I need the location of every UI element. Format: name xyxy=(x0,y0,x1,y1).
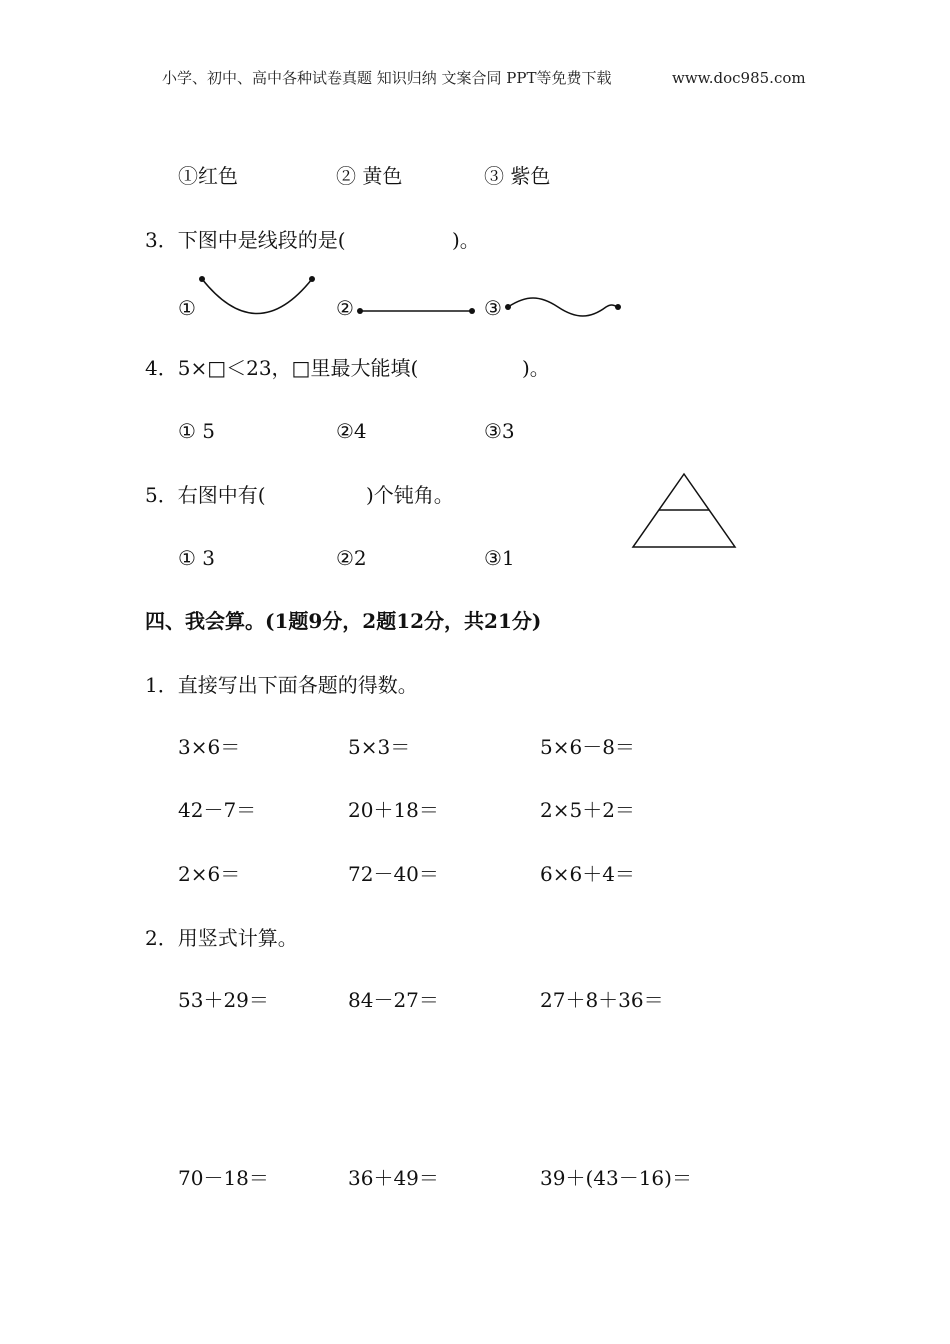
section-4-title: 四、我会算。(1题9分，2题12分，共21分) xyxy=(145,609,542,633)
vertical-calc-problem: 39＋(43－16)＝ xyxy=(540,1166,692,1190)
q5-option-1: ① 3 xyxy=(178,546,216,570)
q5-option-2: ②2 xyxy=(336,546,367,570)
vertical-calc-problem: 53＋29＝ xyxy=(178,988,269,1012)
vertical-calc-problem: 36＋49＝ xyxy=(348,1166,439,1190)
oral-problem: 6×6＋4＝ xyxy=(540,862,635,886)
vertical-calc-problem: 70－18＝ xyxy=(178,1166,269,1190)
q2-option-2: ② 黄色 xyxy=(336,164,403,188)
q3-option-3: ③ xyxy=(484,296,502,320)
header-text: 小学、初中、高中各种试卷真题 知识归纳 文案合同 PPT等免费下载 xyxy=(162,69,612,87)
arc-figure xyxy=(190,270,320,320)
oral-problem: 5×3＝ xyxy=(348,735,411,759)
oral-problem: 20＋18＝ xyxy=(348,798,439,822)
oral-problem: 2×5＋2＝ xyxy=(540,798,635,822)
oral-problem: 5×6－8＝ xyxy=(540,735,635,759)
triangle-figure xyxy=(630,470,740,550)
q2-option-3: ③ 紫色 xyxy=(484,164,551,188)
line-segment-figure xyxy=(352,302,482,322)
oral-problem: 2×6＝ xyxy=(178,862,241,886)
q3-option-2: ② xyxy=(336,296,354,320)
q5-option-3: ③1 xyxy=(484,546,515,570)
q3-answer-close: )。 xyxy=(452,228,480,252)
header-url[interactable]: www.doc985.com xyxy=(672,69,806,87)
vertical-calc-problem: 84－27＝ xyxy=(348,988,439,1012)
q4-option-3: ③3 xyxy=(484,419,515,443)
q3-question: 3．下图中是线段的是( xyxy=(145,228,346,252)
vertical-calc-problem: 27＋8＋36＝ xyxy=(540,988,664,1012)
q4-option-1: ① 5 xyxy=(178,419,216,443)
q5-question: 5．右图中有( xyxy=(145,483,266,507)
q5-answer-close: )个钝角。 xyxy=(366,483,454,507)
q3-option-1: ① xyxy=(178,296,196,320)
wavy-line-figure xyxy=(502,292,632,322)
section-4-sub2: 2．用竖式计算。 xyxy=(145,926,298,950)
q4-option-2: ②4 xyxy=(336,419,367,443)
oral-problem: 3×6＝ xyxy=(178,735,241,759)
q2-option-1: ①红色 xyxy=(178,164,238,188)
q4-answer-close: )。 xyxy=(522,356,550,380)
section-4-sub1: 1．直接写出下面各题的得数。 xyxy=(145,673,418,697)
oral-problem: 42－7＝ xyxy=(178,798,257,822)
oral-problem: 72－40＝ xyxy=(348,862,439,886)
q4-question: 4．5×□＜23，□里最大能填( xyxy=(145,356,419,380)
